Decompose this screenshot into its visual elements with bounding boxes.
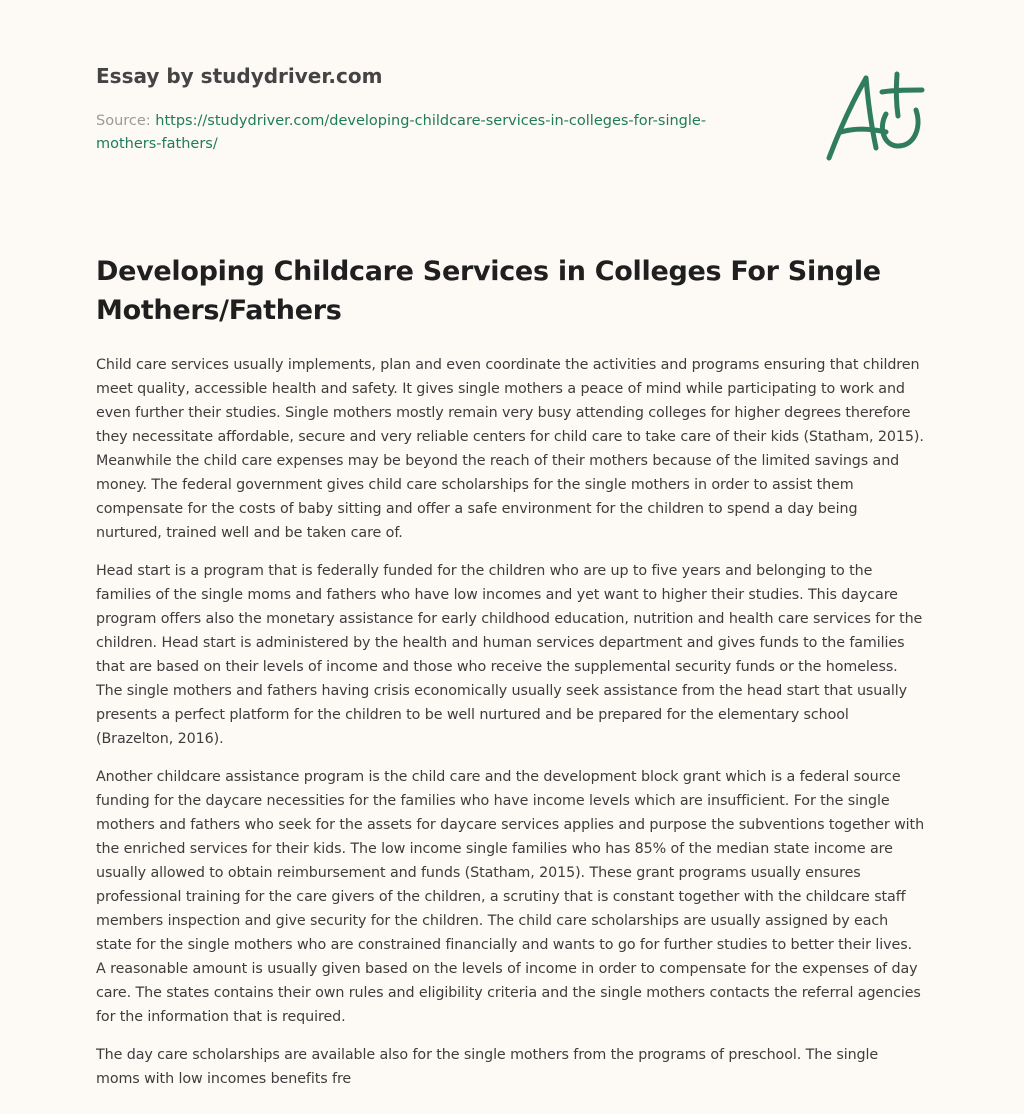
essay-paragraph: Child care services usually implements, plan and even coordinate the activities and programs ensuring that children meet quality, accessible health and safety. It gives single mothers a peace of mind while participating to work and even further their studies. Single mothers mostly remain very busy attending colleges for higher degrees therefore they necessitate affordable, secure and very reliable centers for child care to take care of their kids (Statham, 2015). Meanwhile the child care expenses may be beyond the reach of their mothers because of the limited savings and money. The federal government gives child care scholarships for the single mothers in order to assist them compensate for the costs of baby sitting and offer a safe environment for the children to spend a day being nurtured, trained well and be taken care of. — [96, 357, 924, 541]
source-link[interactable]: https://studydriver.com/developing-childcare-services-in-colleges-for-single-mothers-fathers/ — [96, 113, 707, 152]
essay-body — [96, 353, 926, 1105]
essay-paragraph: The day care scholarships are available also for the single mothers from the programs of preschool. The single moms with low incomes benefits fre — [96, 1047, 879, 1087]
source-label: Source: — [96, 113, 156, 129]
source-line — [96, 110, 736, 156]
essay-paragraph: Another childcare assistance program is the child care and the development block grant which is a federal source funding for the daycare necessities for the families who have income levels which are insufficient. For the single mothers and fathers who seek for the assets for daycare services applies and purpose the subventions together with the enriched services for their kids. The low income single families who has 85% of the median state income are usually allowed to obtain reimbursement and funds (Statham, 2015). These grant programs usually ensures professional training for the care givers of the children, a scrutiny that is constant together with the childcare staff members inspection and give security for the children. The child care scholarships are usually assigned by each state for the single mothers who are constrained financially and wants to go for further studies to better their lives. A reasonable amount is usually given based on the levels of income in order to compensate for the expenses of day care. The states contains their own rules and eligibility criteria and the single mothers contacts the referral agencies for the information that is required. — [96, 769, 925, 1025]
a-plus-logo-icon — [822, 68, 926, 164]
essay-title: Developing Childcare Services in Colleges For Single Mothers/Fathers — [96, 256, 881, 326]
site-title: Essay by studydriver.com — [96, 64, 383, 88]
essay-paragraph: Head start is a program that is federally funded for the children who are up to five years and belonging to the families of the single moms and fathers who have low incomes and yet want to higher their studies. This daycare program offers also the monetary assistance for early childhood education, nutrition and health care services for the children. Head start is administered by the health and human services department and gives funds to the families that are based on their levels of income and those who receive the supplemental security funds or the homeless. The single mothers and fathers having crisis economically usually seek assistance from the head start that usually presents a perfect platform for the children to be well nurtured and be prepared for the elementary school (Brazelton, 2016). — [96, 563, 923, 747]
